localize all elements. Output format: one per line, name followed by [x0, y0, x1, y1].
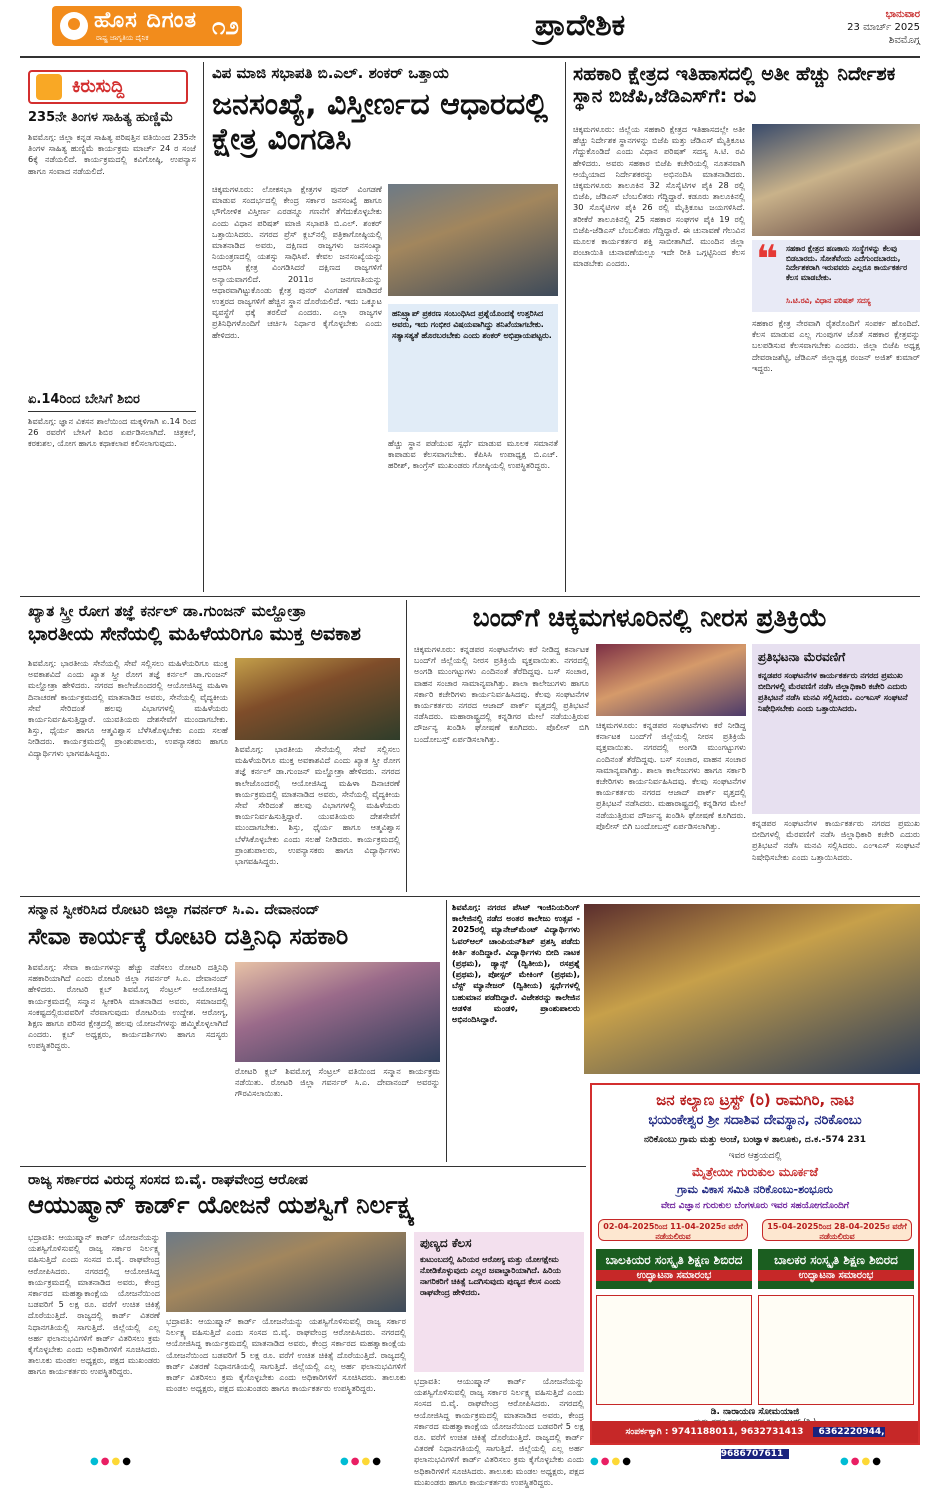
story2-quote-box: [752, 237, 920, 312]
registration-marks: ●●●●: [340, 1456, 383, 1467]
ad-phone1: 9741188011, 9632731413: [671, 1427, 804, 1437]
section-title: ಪ್ರಾದೇಶಿಕ: [534, 8, 626, 43]
kirusuddi-label: ಕಿರುಸುದ್ದಿ: [72, 76, 125, 97]
ad-samiti: ಗ್ರಾಮ ವಿಕಾಸ ಸಮಿತಿ ನರಿಕೊಂಬು-ಶಂಭೂರು: [677, 1183, 833, 1196]
row-rule: [20, 896, 920, 897]
ad-veda: ವೇದ ವಿಜ್ಞಾನ ಗುರುಕುಲ ಬೆಂಗಳೂರು ಇವರ ಸಹಯೋಗದೊಂದಿಗೆ: [661, 1201, 849, 1211]
story5-kicker: ಸನ್ಮಾನ ಸ್ವೀಕರಿಸಿದ ರೋಟರಿ ಜಿಲ್ಲಾ ಗವರ್ನರ್ ಸಿ.ಎ. ದೇವಾನಂದ್: [28, 902, 320, 918]
ad-camp1-details: [596, 1295, 752, 1405]
ad-contact-label: ಸಂಪರ್ಕಕ್ಕಾಗಿ :: [625, 1427, 669, 1437]
ad-camp1-title: ಬಾಲಕಿಯರ ಸಂಸ್ಕೃತಿ ಶಿಕ್ಷಣ ಶಿಬಿರದ: [605, 1253, 743, 1267]
story3-photo: [235, 658, 400, 740]
header-rule: [20, 56, 920, 58]
masthead-logo-icon: [60, 12, 88, 40]
column-rule: [406, 600, 407, 892]
pointing-hand-icon: [36, 74, 62, 100]
story1-body2: ಹೆಚ್ಚು ಸ್ಥಾನ ಪಡೆಯುವ ಸ್ಪರ್ಧೆ ಮಾಡುವ ಮೂಲಕ ಸಮಾನತೆ ಕಾಪಾಡುವ ಕೆಲಸವಾಗಬೇಕು. ಕೆಪಿಸಿಸಿ ಉಪಾಧ್ಯಕ್ಷ ಬಿ.ಎಚ್. ಹರೀಶ್, ಕಾಂಗ್ರೆಸ್ ಮುಖಂಡರು ಗೋಷ್ಠಿಯಲ್ಲಿ ಉಪಸ್ಥಿತರಿದ್ದರು.: [388, 438, 558, 471]
story3-body: ಶಿವಮೊಗ್ಗ: ಭಾರತೀಯ ಸೇನೆಯಲ್ಲಿ ಸೇವೆ ಸಲ್ಲಿಸಲು ಮಹಿಳೆಯರಿಗೂ ಮುಕ್ತ ಅವಕಾಶವಿದೆ ಎಂದು ಖ್ಯಾತ ಸ್ತ್ರೀ ರೋಗ ತಜ್ಞೆ ಕರ್ನಲ್ ಡಾ.ಗುಂಜನ್ ಮಲ್ಹೋತ್ರಾ ಹೇಳಿದರು. ನಗರದ ಕಾಲೇಜೊಂದರಲ್ಲಿ ಆಯೋಜಿಸಿದ್ದ ಮಹಿಳಾ ದಿನಾಚರಣೆ ಕಾರ್ಯಕ್ರಮದಲ್ಲಿ ಮಾತನಾಡಿದ ಅವರು, ಸೇನೆಯಲ್ಲಿ ವೈದ್ಯಕೀಯ ಸೇವೆ ಸೇರಿದಂತೆ ಹಲವು ವಿಭಾಗಗಳಲ್ಲಿ ಮಹಿಳೆಯರು ಕಾರ್ಯನಿರ್ವಹಿಸುತ್ತಿದ್ದಾರೆ. ಯುವತಿಯರು ದೇಶಸೇವೆಗೆ ಮುಂದಾಗಬೇಕು. ಶಿಸ್ತು, ಧೈರ್ಯ ಹಾಗೂ ಆತ್ಮವಿಶ್ವಾಸ ಬೆಳೆಸಿಕೊಳ್ಳಬೇಕು ಎಂದು ಸಲಹೆ ನೀಡಿದರು. ಕಾರ್ಯಕ್ರಮದಲ್ಲಿ ಪ್ರಾಂಶುಪಾಲರು, ಉಪನ್ಯಾಸಕರು ಹಾಗೂ ವಿದ್ಯಾರ್ಥಿಗಳು ಭಾಗವಹಿಸಿದ್ದರು.: [28, 658, 228, 758]
quote-mark-icon: ❝: [756, 237, 779, 281]
story5-body: ಶಿವಮೊಗ್ಗ: ಸೇವಾ ಕಾರ್ಯಗಳನ್ನು ಹೆಚ್ಚು ನಡೆಸಲು ರೋಟರಿ ದತ್ತಿನಿಧಿ ಸಹಕಾರಿಯಾಗಿದೆ ಎಂದು ರೋಟರಿ ಜಿಲ್ಲಾ ಗವರ್ನರ್ ಸಿ.ಎ. ದೇವಾನಂದ್ ಹೇಳಿದರು. ರೋಟರಿ ಕ್ಲಬ್ ಶಿವಮೊಗ್ಗ ಸೆಂಟ್ರಲ್ ಆಯೋಜಿಸಿದ್ದ ಕಾರ್ಯಕ್ರಮದಲ್ಲಿ ಸನ್ಮಾನ ಸ್ವೀಕರಿಸಿ ಮಾತನಾಡಿದ ಅವರು, ಸಮಾಜದಲ್ಲಿ ಸಂಕಷ್ಟದಲ್ಲಿರುವವರಿಗೆ ನೆರವಾಗುವುದು ರೋಟರಿಯ ಉದ್ದೇಶ. ಆರೋಗ್ಯ, ಶಿಕ್ಷಣ ಹಾಗೂ ಪರಿಸರ ಕ್ಷೇತ್ರದಲ್ಲಿ ಹಲವು ಯೋಜನೆಗಳನ್ನು ಹಮ್ಮಿಕೊಳ್ಳಲಾಗಿದೆ ಎಂದರು. ಕ್ಲಬ್ ಅಧ್ಯಕ್ಷರು, ಕಾರ್ಯದರ್ಶಿಗಳು ಹಾಗೂ ಸದಸ್ಯರು ಉಪಸ್ಥಿತರಿದ್ದರು.: [28, 962, 228, 1051]
ad-gurukula: ಮೈತ್ರೇಯೀ ಗುರುಕುಲ ಮೂರ್ಕಜೆ: [691, 1165, 819, 1179]
advertisement: [590, 1083, 920, 1459]
page-number: ೧೨: [212, 12, 239, 40]
story7-body-cont: ಭದ್ರಾವತಿ: ಆಯುಷ್ಮಾನ್ ಕಾರ್ಡ್ ಯೋಜನೆಯನ್ನು ಯಶಸ್ವಿಗೊಳಿಸುವಲ್ಲಿ ರಾಜ್ಯ ಸರ್ಕಾರ ನಿರ್ಲಕ್ಷ್ಯ ವಹಿಸುತ್ತಿದೆ ಎಂದು ಸಂಸದ ಬಿ.ವೈ. ರಾಘವೇಂದ್ರ ಆರೋಪಿಸಿದರು. ನಗರದಲ್ಲಿ ಆಯೋಜಿಸಿದ್ದ ಕಾರ್ಯಕ್ರಮದಲ್ಲಿ ಮಾತನಾಡಿದ ಅವರು, ಕೇಂದ್ರ ಸರ್ಕಾರದ ಮಹತ್ವಾಕಾಂಕ್ಷೆಯ ಯೋಜನೆಯಿಂದ ಬಡವರಿಗೆ 5 ಲಕ್ಷ ರೂ. ವರೆಗೆ ಉಚಿತ ಚಿಕಿತ್ಸೆ ದೊರೆಯುತ್ತಿದೆ. ರಾಜ್ಯದಲ್ಲಿ ಕಾರ್ಡ್ ವಿತರಣೆ ನಿಧಾನಗತಿಯಲ್ಲಿ ಸಾಗುತ್ತಿದೆ. ಜಿಲ್ಲೆಯಲ್ಲಿ ಎಲ್ಲ ಅರ್ಹ ಫಲಾನುಭವಿಗಳಿಗೆ ಕಾರ್ಡ್ ವಿತರಿಸಲು ಕ್ರಮ ಕೈಗೊಳ್ಳಬೇಕು ಎಂದು ಅಧಿಕಾರಿಗಳಿಗೆ ಸೂಚಿಸಿದರು. ತಾಲೂಕು ಮಂಡಲ ಅಧ್ಯಕ್ಷರು, ಪಕ್ಷದ ಮುಖಂಡರು ಹಾಗೂ ಕಾರ್ಯಕರ್ತರು ಉಪಸ್ಥಿತರಿದ್ದರು.: [166, 1316, 406, 1394]
registration-marks: ●●●●: [590, 1456, 633, 1467]
story1-caption: ಹನಿಟ್ರ್ಯಾಪ್ ಪ್ರಕರಣ ಸಂಬಂಧಿಸಿದ ಪ್ರಶ್ನೆಯೊಂದಕ್ಕೆ ಉತ್ತರಿಸಿದ ಅವರು, ಇದು ಗಂಭೀರ ವಿಷಯವಾಗಿದ್ದು ತನಿಖೆಯಾಗಬೇಕು. ಸತ್ಯಾಸತ್ಯತೆ ಹೊರಬರಬೇಕು ಎಂದು ಶಂಕರ್ ಅಭಿಪ್ರಾಯಪಟ್ಟರು.: [388, 304, 558, 432]
story4-photo: [596, 644, 746, 716]
dateline-day: ಭಾನುವಾರ: [885, 9, 920, 20]
ad-org: [592, 1091, 918, 1128]
kirusuddi-item2-body: ಶಿವಮೊಗ್ಗ: ಜ್ಞಾನ ವಿಕಸನ ಶಾಲೆಯಿಂದ ಮಕ್ಕಳಿಗಾಗಿ ಏ.14 ರಿಂದ 26 ರವರೆಗೆ ಬೇಸಿಗೆ ಶಿಬಿರ ಏರ್ಪಡಿಸಲಾಗಿದೆ. ಚಿತ್ರಕಲೆ, ಕರಕುಶಲ, ಯೋಗ ಹಾಗೂ ಕಥಾಕಲಾಪ ಕಲಿಸಲಾಗುವುದು.: [28, 416, 196, 449]
story2-headline: ಸಹಕಾರಿ ಕ್ಷೇತ್ರದ ಇತಿಹಾಸದಲ್ಲಿ ಅತೀ ಹೆಚ್ಚು ನಿರ್ದೇಶಕ ಸ್ಥಾನ ಬಿಜೆಪಿ,ಜೆಡಿಎಸ್‌ಗೆ: ರವಿ: [573, 63, 896, 107]
story7-side-box: [414, 1232, 584, 1372]
registration-marks: ●●●●: [840, 1456, 883, 1467]
registration-marks: ●●●●: [90, 1456, 133, 1467]
story5-photo: [235, 962, 440, 1062]
dateline-city: ಶಿವಮೊಗ್ಗ: [888, 35, 920, 46]
story4-side-body: ಕನ್ನಡಪರ ಸಂಘಟನೆಗಳ ಕಾರ್ಯಕರ್ತರು ನಗರದ ಪ್ರಮುಖ ಬೀದಿಗಳಲ್ಲಿ ಮೆರವಣಿಗೆ ನಡೆಸಿ ಜಿಲ್ಲಾಧಿಕಾರಿ ಕಚೇರಿ ಎದುರು ಪ್ರತಿಭಟನೆ ನಡೆಸಿ ಮನವಿ ಸಲ್ಲಿಸಿದರು. ಎಂಇಎಸ್ ಸಂಘಟನೆ ನಿಷೇಧಿಸಬೇಕು ಎಂದು ಒತ್ತಾಯಿಸಿದರು.: [758, 671, 908, 713]
story7-body: ಭದ್ರಾವತಿ: ಆಯುಷ್ಮಾನ್ ಕಾರ್ಡ್ ಯೋಜನೆಯನ್ನು ಯಶಸ್ವಿಗೊಳಿಸುವಲ್ಲಿ ರಾಜ್ಯ ಸರ್ಕಾರ ನಿರ್ಲಕ್ಷ್ಯ ವಹಿಸುತ್ತಿದೆ ಎಂದು ಸಂಸದ ಬಿ.ವೈ. ರಾಘವೇಂದ್ರ ಆರೋಪಿಸಿದರು. ನಗರದಲ್ಲಿ ಆಯೋಜಿಸಿದ್ದ ಕಾರ್ಯಕ್ರಮದಲ್ಲಿ ಮಾತನಾಡಿದ ಅವರು, ಕೇಂದ್ರ ಸರ್ಕಾರದ ಮಹತ್ವಾಕಾಂಕ್ಷೆಯ ಯೋಜನೆಯಿಂದ ಬಡವರಿಗೆ 5 ಲಕ್ಷ ರೂ. ವರೆಗೆ ಉಚಿತ ಚಿಕಿತ್ಸೆ ದೊರೆಯುತ್ತಿದೆ. ರಾಜ್ಯದಲ್ಲಿ ಕಾರ್ಡ್ ವಿತರಣೆ ನಿಧಾನಗತಿಯಲ್ಲಿ ಸಾಗುತ್ತಿದೆ. ಜಿಲ್ಲೆಯಲ್ಲಿ ಎಲ್ಲ ಅರ್ಹ ಫಲಾನುಭವಿಗಳಿಗೆ ಕಾರ್ಡ್ ವಿತರಿಸಲು ಕ್ರಮ ಕೈಗೊಳ್ಳಬೇಕು ಎಂದು ಅಧಿಕಾರಿಗಳಿಗೆ ಸೂಚಿಸಿದರು. ತಾಲೂಕು ಮಂಡಲ ಅಧ್ಯಕ್ಷರು, ಪಕ್ಷದ ಮುಖಂಡರು ಹಾಗೂ ಕಾರ್ಯಕರ್ತರು ಉಪಸ್ಥಿತರಿದ್ದರು.: [28, 1232, 160, 1377]
story6-body: ಶಿವಮೊಗ್ಗ: ನಗರದ ಪೆಸಿಟ್ ಇಂಜಿನಿಯರಿಂಗ್ ಕಾಲೇಜಿನಲ್ಲಿ ನಡೆದ ಅಂತರ ಕಾಲೇಜು ಉತ್ಸವ - 2025ರಲ್ಲಿ ಮ್ಯಾನೇಜ್‌ಮೆಂಟ್ ವಿದ್ಯಾರ್ಥಿಗಳು ಓವರ್‌ಆಲ್ ಚಾಂಪಿಯನ್‌ಶಿಪ್ ಪ್ರಶಸ್ತಿ ಪಡೆದು ಕೀರ್ತಿ ತಂದಿದ್ದಾರೆ. ವಿದ್ಯಾರ್ಥಿಗಳು ಬೀದಿ ನಾಟಕ (ಪ್ರಥಮ), ಡ್ಯಾನ್ಸ್ (ದ್ವಿತೀಯ), ರಸಪ್ರಶ್ನೆ (ಪ್ರಥಮ), ಪೋಸ್ಟರ್ ಮೇಕಿಂಗ್ (ಪ್ರಥಮ), ಬೆಸ್ಟ್ ಮ್ಯಾನೇಜರ್ (ದ್ವಿತೀಯ) ಸ್ಪರ್ಧೆಗಳಲ್ಲಿ ಬಹುಮಾನ ಪಡೆದಿದ್ದಾರೆ. ವಿಜೇತರನ್ನು ಕಾಲೇಜಿನ ಆಡಳಿತ ಮಂಡಳಿ, ಪ್ರಾಂಶುಪಾಲರು ಅಭಿನಂದಿಸಿದ್ದಾರೆ.: [452, 902, 580, 1025]
ad-address: ನರಿಕೊಂಬು ಗ್ರಾಮ ಮತ್ತು ಅಂಚೆ, ಬಂಟ್ವಾಳ ತಾಲೂಕು, ದ.ಕ.-574 231: [643, 1135, 867, 1145]
kirusuddi-header: [28, 70, 188, 104]
row-rule: [20, 1166, 586, 1167]
story5-caption: ರೋಟರಿ ಕ್ಲಬ್ ಶಿವಮೊಗ್ಗ ಸೆಂಟ್ರಲ್ ವತಿಯಿಂದ ಸನ್ಮಾನ ಕಾರ್ಯಕ್ರಮ ನಡೆಯಿತು. ರೋಟರಿ ಜಿಲ್ಲಾ ಗವರ್ನರ್ ಸಿ.ಎ. ದೇವಾನಂದ್ ಅವರನ್ನು ಗೌರವಿಸಲಾಯಿತು.: [235, 1066, 440, 1099]
ad-temple: ಭಯಂಕೇಶ್ವರ ಶ್ರೀ ಸದಾಶಿವ ದೇವಸ್ಥಾನ, ನರಿಕೊಂಬು: [648, 1113, 862, 1128]
story7-side-title: ಪುಣ್ಯದ ಕೆಲಸ: [420, 1236, 472, 1250]
ad-camp2-sub: ಉದ್ಘಾಟನಾ ಸಮಾರಂಭ: [758, 1270, 914, 1281]
story1-photo: [388, 184, 558, 296]
ad-date1: 02-04-2025ರಿಂದ 11-04-2025ರ ವರೆಗೆ ನಡೆಯಲಿರುವ: [598, 1219, 748, 1241]
row-rule: [20, 596, 920, 597]
story7-side-body: ಕುಟುಂಬದಲ್ಲಿ ಹಿರಿಯರ ಆರೋಗ್ಯ ಮತ್ತು ಯೋಗಕ್ಷೇಮ ನೋಡಿಕೊಳ್ಳುವುದು ಎಲ್ಲರ ಜವಾಬ್ದಾರಿಯಾಗಿದೆ. ಹಿರಿಯ ನಾಗರಿಕರಿಗೆ ಚಿಕಿತ್ಸೆ ಒದಗಿಸುವುದು ಪುಣ್ಯದ ಕೆಲಸ ಎಂದು ರಾಘವೇಂದ್ರ ಹೇಳಿದರು.: [420, 1255, 561, 1297]
story7-body-end: ಭದ್ರಾವತಿ: ಆಯುಷ್ಮಾನ್ ಕಾರ್ಡ್ ಯೋಜನೆಯನ್ನು ಯಶಸ್ವಿಗೊಳಿಸುವಲ್ಲಿ ರಾಜ್ಯ ಸರ್ಕಾರ ನಿರ್ಲಕ್ಷ್ಯ ವಹಿಸುತ್ತಿದೆ ಎಂದು ಸಂಸದ ಬಿ.ವೈ. ರಾಘವೇಂದ್ರ ಆರೋಪಿಸಿದರು. ನಗರದಲ್ಲಿ ಆಯೋಜಿಸಿದ್ದ ಕಾರ್ಯಕ್ರಮದಲ್ಲಿ ಮಾತನಾಡಿದ ಅವರು, ಕೇಂದ್ರ ಸರ್ಕಾರದ ಮಹತ್ವಾಕಾಂಕ್ಷೆಯ ಯೋಜನೆಯಿಂದ ಬಡವರಿಗೆ 5 ಲಕ್ಷ ರೂ. ವರೆಗೆ ಉಚಿತ ಚಿಕಿತ್ಸೆ ದೊರೆಯುತ್ತಿದೆ. ರಾಜ್ಯದಲ್ಲಿ ಕಾರ್ಡ್ ವಿತರಣೆ ನಿಧಾನಗತಿಯಲ್ಲಿ ಸಾಗುತ್ತಿದೆ. ಜಿಲ್ಲೆಯಲ್ಲಿ ಎಲ್ಲ ಅರ್ಹ ಫಲಾನುಭವಿಗಳಿಗೆ ಕಾರ್ಡ್ ವಿತರಿಸಲು ಕ್ರಮ ಕೈಗೊಳ್ಳಬೇಕು ಎಂದು ಅಧಿಕಾರಿಗಳಿಗೆ ಸೂಚಿಸಿದರು. ತಾಲೂಕು ಮಂಡಲ ಅಧ್ಯಕ್ಷರು, ಪಕ್ಷದ ಮುಖಂಡರು ಹಾಗೂ ಕಾರ್ಯಕರ್ತರು ಉಪಸ್ಥಿತರಿದ್ದರು.: [414, 1376, 584, 1487]
story4-side-box: [752, 644, 920, 814]
story4-headline: ಬಂದ್‌ಗೆ ಚಿಕ್ಕಮಗಳೂರಿನಲ್ಲಿ ನೀರಸ ಪ್ರತಿಕ್ರಿಯೆ: [472, 603, 828, 632]
ad-contact: [592, 1421, 918, 1459]
story2-quote-author: ಸಿ.ಟಿ.ರವಿ, ವಿಧಾನ ಪರಿಷತ್ ಸದಸ್ಯ: [786, 296, 871, 305]
story3-kicker: ಖ್ಯಾತ ಸ್ತ್ರೀ ರೋಗ ತಜ್ಞೆ ಕರ್ನಲ್ ಡಾ.ಗುಂಜನ್ ಮಲ್ಹೋತ್ರಾ: [28, 602, 307, 620]
story3-headline: ಭಾರತೀಯ ಸೇನೆಯಲ್ಲಿ ಮಹಿಳೆಯರಿಗೂ ಮುಕ್ತ ಅವಕಾಶ: [28, 623, 361, 645]
ad-camp2-title: ಬಾಲಕರ ಸಂಸ್ಕೃತಿ ಶಿಕ್ಷಣ ಶಿಬಿರದ: [774, 1253, 898, 1267]
story7-headline: ಆಯುಷ್ಮಾನ್ ಕಾರ್ಡ್ ಯೋಜನೆ ಯಶಸ್ವಿಗೆ ನಿರ್ಲಕ್ಷ್ಯ: [28, 1191, 415, 1219]
story4-body-cont: ಚಿಕ್ಕಮಗಳೂರು: ಕನ್ನಡಪರ ಸಂಘಟನೆಗಳು ಕರೆ ನೀಡಿದ್ದ ಕರ್ನಾಟಕ ಬಂದ್‌ಗೆ ಜಿಲ್ಲೆಯಲ್ಲಿ ನೀರಸ ಪ್ರತಿಕ್ರಿಯೆ ವ್ಯಕ್ತವಾಯಿತು. ನಗರದಲ್ಲಿ ಅಂಗಡಿ ಮುಂಗಟ್ಟುಗಳು ಎಂದಿನಂತೆ ತೆರೆದಿದ್ದವು. ಬಸ್ ಸಂಚಾರ, ವಾಹನ ಸಂಚಾರ ಸಾಮಾನ್ಯವಾಗಿತ್ತು. ಶಾಲಾ ಕಾಲೇಜುಗಳು ಹಾಗೂ ಸರ್ಕಾರಿ ಕಚೇರಿಗಳು ಕಾರ್ಯನಿರ್ವಹಿಸಿದವು. ಕೆಲವು ಸಂಘಟನೆಗಳ ಕಾರ್ಯಕರ್ತರು ನಗರದ ಆಜಾದ್ ಪಾರ್ಕ್ ವೃತ್ತದಲ್ಲಿ ಪ್ರತಿಭಟನೆ ನಡೆಸಿದರು. ಮಹಾರಾಷ್ಟ್ರದಲ್ಲಿ ಕನ್ನಡಿಗರ ಮೇಲೆ ನಡೆಯುತ್ತಿರುವ ದೌರ್ಜನ್ಯ ಖಂಡಿಸಿ ಘೋಷಣೆ ಕೂಗಿದರು. ಪೊಲೀಸ್ ಬಿಗಿ ಬಂದೋಬಸ್ತ್ ಏರ್ಪಡಿಸಲಾಗಿತ್ತು.: [596, 720, 746, 831]
dateline: [770, 8, 920, 52]
story1-headline: ಜನಸಂಖ್ಯೆ, ವಿಸ್ತೀರ್ಣದ ಆಧಾರದಲ್ಲಿ ಕ್ಷೇತ್ರ ವಿಂಗಡಿಸಿ: [212, 87, 548, 157]
story7-photo: [166, 1232, 406, 1312]
story1-kicker: ವಿಪ ಮಾಜಿ ಸಭಾಪತಿ ಬಿ.ಎಲ್. ಶಂಕರ್ ಒತ್ತಾಯ: [212, 64, 449, 82]
story4-body-end: ಕನ್ನಡಪರ ಸಂಘಟನೆಗಳ ಕಾರ್ಯಕರ್ತರು ನಗರದ ಪ್ರಮುಖ ಬೀದಿಗಳಲ್ಲಿ ಮೆರವಣಿಗೆ ನಡೆಸಿ ಜಿಲ್ಲಾಧಿಕಾರಿ ಕಚೇರಿ ಎದುರು ಪ್ರತಿಭಟನೆ ನಡೆಸಿ ಮನವಿ ಸಲ್ಲಿಸಿದರು. ಎಂಇಎಸ್ ಸಂಘಟನೆ ನಿಷೇಧಿಸಬೇಕು ಎಂದು ಒತ್ತಾಯಿಸಿದರು.: [752, 818, 920, 862]
kirusuddi-item1-body: ಶಿವಮೊಗ್ಗ: ಜಿಲ್ಲಾ ಕನ್ನಡ ಸಾಹಿತ್ಯ ಪರಿಷತ್ತಿನ ವತಿಯಿಂದ 235ನೇ ತಿಂಗಳ ಸಾಹಿತ್ಯ ಹುಣ್ಣಿಮೆ ಕಾರ್ಯಕ್ರಮ ಮಾರ್ಚ್ 24 ರ ಸಂಜೆ 6ಕ್ಕೆ ನಡೆಯಲಿದೆ. ಕಾರ್ಯಕ್ರಮದಲ್ಲಿ ಕವಿಗೋಷ್ಠಿ, ಉಪನ್ಯಾಸ ಹಾಗೂ ಸಂವಾದ ನಡೆಯಲಿದೆ.: [28, 132, 196, 176]
story1-body: ಚಿಕ್ಕಮಗಳೂರು: ಲೋಕಸಭಾ ಕ್ಷೇತ್ರಗಳ ಪುನರ್ ವಿಂಗಡಣೆ ಮಾಡುವ ಸಂದರ್ಭದಲ್ಲಿ ಕೇಂದ್ರ ಸರ್ಕಾರ ಜನಸಂಖ್ಯೆ ಹಾಗೂ ಭೌಗೋಳಿಕ ವಿಸ್ತೀರ್ಣ ಎರಡನ್ನೂ ಗಣನೆಗೆ ತೆಗೆದುಕೊಳ್ಳಬೇಕು ಎಂದು ವಿಧಾನ ಪರಿಷತ್ ಮಾಜಿ ಸಭಾಪತಿ ಬಿ.ಎಲ್. ಶಂಕರ್ ಒತ್ತಾಯಿಸಿದರು. ನಗರದ ಪ್ರೆಸ್ ಕ್ಲಬ್‌ನಲ್ಲಿ ಪತ್ರಿಕಾಗೋಷ್ಠಿಯಲ್ಲಿ ಮಾತನಾಡಿದ ಅವರು, ದಕ್ಷಿಣದ ರಾಜ್ಯಗಳು ಜನಸಂಖ್ಯಾ ನಿಯಂತ್ರಣದಲ್ಲಿ ಯಶಸ್ಸು ಸಾಧಿಸಿವೆ. ಕೇವಲ ಜನಸಂಖ್ಯೆಯನ್ನು ಆಧರಿಸಿ ಕ್ಷೇತ್ರ ವಿಂಗಡಿಸಿದರೆ ದಕ್ಷಿಣದ ರಾಜ್ಯಗಳಿಗೆ ಅನ್ಯಾಯವಾಗಲಿದೆ. 2011ರ ಜನಗಣತಿಯನ್ನು ಆಧಾರವಾಗಿಟ್ಟುಕೊಂಡು ಕ್ಷೇತ್ರ ಪುನರ್ ವಿಂಗಡಣೆ ಮಾಡಿದರೆ ಉತ್ತರದ ರಾಜ್ಯಗಳಿಗೆ ಹೆಚ್ಚಿನ ಸ್ಥಾನ ದೊರೆಯಲಿದೆ. ಇದು ಒಕ್ಕೂಟ ವ್ಯವಸ್ಥೆಗೆ ಧಕ್ಕೆ ತರಲಿದೆ ಎಂದರು. ಎಲ್ಲಾ ರಾಜ್ಯಗಳ ಪ್ರತಿನಿಧಿಗಳೊಂದಿಗೆ ಚರ್ಚಿಸಿ ನಿರ್ಧಾರ ಕೈಗೊಳ್ಳಬೇಕು ಎಂದು ಹೇಳಿದರು.: [212, 184, 382, 340]
story4-body: ಚಿಕ್ಕಮಗಳೂರು: ಕನ್ನಡಪರ ಸಂಘಟನೆಗಳು ಕರೆ ನೀಡಿದ್ದ ಕರ್ನಾಟಕ ಬಂದ್‌ಗೆ ಜಿಲ್ಲೆಯಲ್ಲಿ ನೀರಸ ಪ್ರತಿಕ್ರಿಯೆ ವ್ಯಕ್ತವಾಯಿತು. ನಗರದಲ್ಲಿ ಅಂಗಡಿ ಮುಂಗಟ್ಟುಗಳು ಎಂದಿನಂತೆ ತೆರೆದಿದ್ದವು. ಬಸ್ ಸಂಚಾರ, ವಾಹನ ಸಂಚಾರ ಸಾಮಾನ್ಯವಾಗಿತ್ತು. ಶಾಲಾ ಕಾಲೇಜುಗಳು ಹಾಗೂ ಸರ್ಕಾರಿ ಕಚೇರಿಗಳು ಕಾರ್ಯನಿರ್ವಹಿಸಿದವು. ಕೆಲವು ಸಂಘಟನೆಗಳ ಕಾರ್ಯಕರ್ತರು ನಗರದ ಆಜಾದ್ ಪಾರ್ಕ್ ವೃತ್ತದಲ್ಲಿ ಪ್ರತಿಭಟನೆ ನಡೆಸಿದರು. ಮಹಾರಾಷ್ಟ್ರದಲ್ಲಿ ಕನ್ನಡಿಗರ ಮೇಲೆ ನಡೆಯುತ್ತಿರುವ ದೌರ್ಜನ್ಯ ಖಂಡಿಸಿ ಘೋಷಣೆ ಕೂಗಿದರು. ಪೊಲೀಸ್ ಬಿಗಿ ಬಂದೋಬಸ್ತ್ ಏರ್ಪಡಿಸಲಾಗಿತ್ತು.: [414, 644, 589, 744]
kirusuddi-item2-title: ಏ.14ರಿಂದ ಬೇಸಿಗೆ ಶಿಬಿರ: [28, 392, 196, 412]
ad-camp1: [596, 1249, 752, 1289]
story2-photo: [752, 124, 920, 236]
ad-date2: 15-04-2025ರಿಂದ 28-04-2025ರ ವರೆಗೆ ನಡೆಯಲಿರುವ: [762, 1219, 912, 1241]
ad-camp2: [758, 1249, 914, 1289]
masthead: [52, 6, 242, 46]
story2-body: ಚಿಕ್ಕಮಗಳೂರು: ಜಿಲ್ಲೆಯ ಸಹಕಾರಿ ಕ್ಷೇತ್ರದ ಇತಿಹಾಸದಲ್ಲೇ ಅತೀ ಹೆಚ್ಚು ನಿರ್ದೇಶಕ ಸ್ಥಾನಗಳನ್ನು ಬಿಜೆಪಿ ಮತ್ತು ಜೆಡಿಎಸ್ ಮೈತ್ರಿಕೂಟ ಗೆದ್ದುಕೊಂಡಿದೆ ಎಂದು ವಿಧಾನ ಪರಿಷತ್ ಸದಸ್ಯ ಸಿ.ಟಿ. ರವಿ ಹೇಳಿದರು. ಅವರು ಸಹಕಾರ ಬಿಜೆಪಿ ಕಚೇರಿಯಲ್ಲಿ ನೂತನವಾಗಿ ಆಯ್ಕೆಯಾದ ನಿರ್ದೇಶಕರನ್ನು ಅಭಿನಂದಿಸಿ ಮಾತನಾಡಿದರು. ಚಿಕ್ಕಮಗಳೂರು ತಾಲೂಕಿನ 32 ಸೊಸೈಟಿಗಳ ಪೈಕಿ 28 ರಲ್ಲಿ ಬಿಜೆಪಿ, ಜೆಡಿಎಸ್ ಬೆಂಬಲಿತರು ಗೆದ್ದಿದ್ದಾರೆ. ಕಡೂರು ತಾಲೂಕಿನಲ್ಲಿ 30 ಸೊಸೈಟಿಗಳ ಪೈಕಿ 26 ರಲ್ಲಿ ಮೈತ್ರಿಕೂಟ ಜಯಗಳಿಸಿದೆ. ತರೀಕೆರೆ ತಾಲೂಕಿನಲ್ಲಿ 25 ಸಹಕಾರ ಸಂಘಗಳ ಪೈಕಿ 19 ರಲ್ಲಿ ಬಿಜೆಪಿ-ಜೆಡಿಎಸ್ ಬೆಂಬಲಿತರು ಗೆದ್ದಿದ್ದಾರೆ. ಈ ಚುನಾವಣೆ ಗೆಲುವಿನ ಮೂಲಕ ಕಾರ್ಯಕರ್ತರ ಶಕ್ತಿ ಸಾಬೀತಾಗಿದೆ. ಮುಂದಿನ ಜಿಲ್ಲಾ ಪಂಚಾಯಿತಿ ಚುನಾವಣೆಯಲ್ಲೂ ಇದೇ ರೀತಿ ಒಗ್ಗಟ್ಟಿನಿಂದ ಕೆಲಸ ಮಾಡಬೇಕು ಎಂದರು.: [573, 124, 745, 269]
ad-camp2-details: [758, 1295, 914, 1405]
story5-headline: ಸೇವಾ ಕಾರ್ಯಕ್ಕೆ ರೋಟರಿ ದತ್ತಿನಿಧಿ ಸಹಕಾರಿ: [28, 924, 349, 950]
column-rule: [203, 62, 204, 592]
story4-side-title: ಪ್ರತಿಭಟನಾ ಮೆರವಣಿಗೆ: [758, 650, 846, 664]
story2-quote: ಸಹಕಾರ ಕ್ಷೇತ್ರದ ಹಣಕಾಸು ಸಂಸ್ಥೆಗಳನ್ನು ಕೆಲವು ಬಿಡಬಾರದು. ಸೋತೆವೆಂದು ಎದೆಗುಂದಬಾರದು, ನಿರ್ದೇಶಕರಾಗಿ ಇರುವವರು ಎಲ್ಲರೂ ಕಾರ್ಯಕರ್ತರ ಕೆಲಸ ಮಾಡಬೇಕು.: [786, 244, 908, 282]
ad-phone2: 6362220944, 9686707611: [720, 1427, 885, 1459]
story6-photo: [584, 904, 920, 1074]
story7-kicker: ರಾಜ್ಯ ಸರ್ಕಾರದ ವಿರುದ್ಧ ಸಂಸದ ಬಿ.ವೈ. ರಾಘವೇಂದ್ರ ಆರೋಪ: [28, 1172, 308, 1188]
story3-body-cont: ಶಿವಮೊಗ್ಗ: ಭಾರತೀಯ ಸೇನೆಯಲ್ಲಿ ಸೇವೆ ಸಲ್ಲಿಸಲು ಮಹಿಳೆಯರಿಗೂ ಮುಕ್ತ ಅವಕಾಶವಿದೆ ಎಂದು ಖ್ಯಾತ ಸ್ತ್ರೀ ರೋಗ ತಜ್ಞೆ ಕರ್ನಲ್ ಡಾ.ಗುಂಜನ್ ಮಲ್ಹೋತ್ರಾ ಹೇಳಿದರು. ನಗರದ ಕಾಲೇಜೊಂದರಲ್ಲಿ ಆಯೋಜಿಸಿದ್ದ ಮಹಿಳಾ ದಿನಾಚರಣೆ ಕಾರ್ಯಕ್ರಮದಲ್ಲಿ ಮಾತನಾಡಿದ ಅವರು, ಸೇನೆಯಲ್ಲಿ ವೈದ್ಯಕೀಯ ಸೇವೆ ಸೇರಿದಂತೆ ಹಲವು ವಿಭಾಗಗಳಲ್ಲಿ ಮಹಿಳೆಯರು ಕಾರ್ಯನಿರ್ವಹಿಸುತ್ತಿದ್ದಾರೆ. ಯುವತಿಯರು ದೇಶಸೇವೆಗೆ ಮುಂದಾಗಬೇಕು. ಶಿಸ್ತು, ಧೈರ್ಯ ಹಾಗೂ ಆತ್ಮವಿಶ್ವಾಸ ಬೆಳೆಸಿಕೊಳ್ಳಬೇಕು ಎಂದು ಸಲಹೆ ನೀಡಿದರು. ಕಾರ್ಯಕ್ರಮದಲ್ಲಿ ಪ್ರಾಂಶುಪಾಲರು, ಉಪನ್ಯಾಸಕರು ಹಾಗೂ ವಿದ್ಯಾರ್ಥಿಗಳು ಭಾಗವಹಿಸಿದ್ದರು.: [235, 744, 400, 867]
ad-inviter: ಡಿ. ನಾರಾಯಣ ಸೋಮಯಾಜಿ: [710, 1407, 800, 1417]
column-rule: [446, 900, 447, 1162]
kirusuddi-item1-title: 235ನೇ ತಿಂಗಳ ಸಾಹಿತ್ಯ ಹುಣ್ಣಿಮೆ: [28, 110, 174, 125]
masthead-name: ಹೊಸ ದಿಗಂತ: [94, 8, 198, 33]
ad-org-name: ಜನ ಕಲ್ಯಾಣ ಟ್ರಸ್ಟ್ (ರಿ) ರಾಮಗಿರಿ, ನಾಟಿ: [656, 1091, 854, 1109]
dateline-date: 23 ಮಾರ್ಚ್ 2025: [847, 22, 920, 33]
ad-organiser: ಇವರ ಆಶ್ರಯದಲ್ಲಿ: [728, 1151, 782, 1161]
ad-camp1-sub: ಉದ್ಘಾಟನಾ ಸಮಾರಂಭ: [596, 1270, 752, 1281]
masthead-tagline: ರಾಷ್ಟ್ರ ಜಾಗೃತಿಯ ದೈನಿಕ: [96, 34, 149, 42]
story2-body2: ಸಹಕಾರ ಕ್ಷೇತ್ರ ನೇರವಾಗಿ ರೈತರೊಂದಿಗೆ ಸಂಪರ್ಕ ಹೊಂದಿದೆ. ಕೆಲಸ ಮಾಡುವ ಎಲ್ಲ ಗುಂಪುಗಳ ಜೊತೆ ಸಹಕಾರ ಕ್ಷೇತ್ರವನ್ನು ಬಲಪಡಿಸುವ ಕೆಲಸವಾಗಬೇಕು ಎಂದರು. ಜಿಲ್ಲಾ ಬಿಜೆಪಿ ಅಧ್ಯಕ್ಷ ದೇವರಾಜಶೆಟ್ಟಿ, ಜೆಡಿಎಸ್ ಜಿಲ್ಲಾಧ್ಯಕ್ಷ ರಂಜನ್ ಅಜಿತ್ ಕುಮಾರ್ ಇದ್ದರು.: [752, 318, 920, 373]
column-rule: [565, 62, 566, 592]
